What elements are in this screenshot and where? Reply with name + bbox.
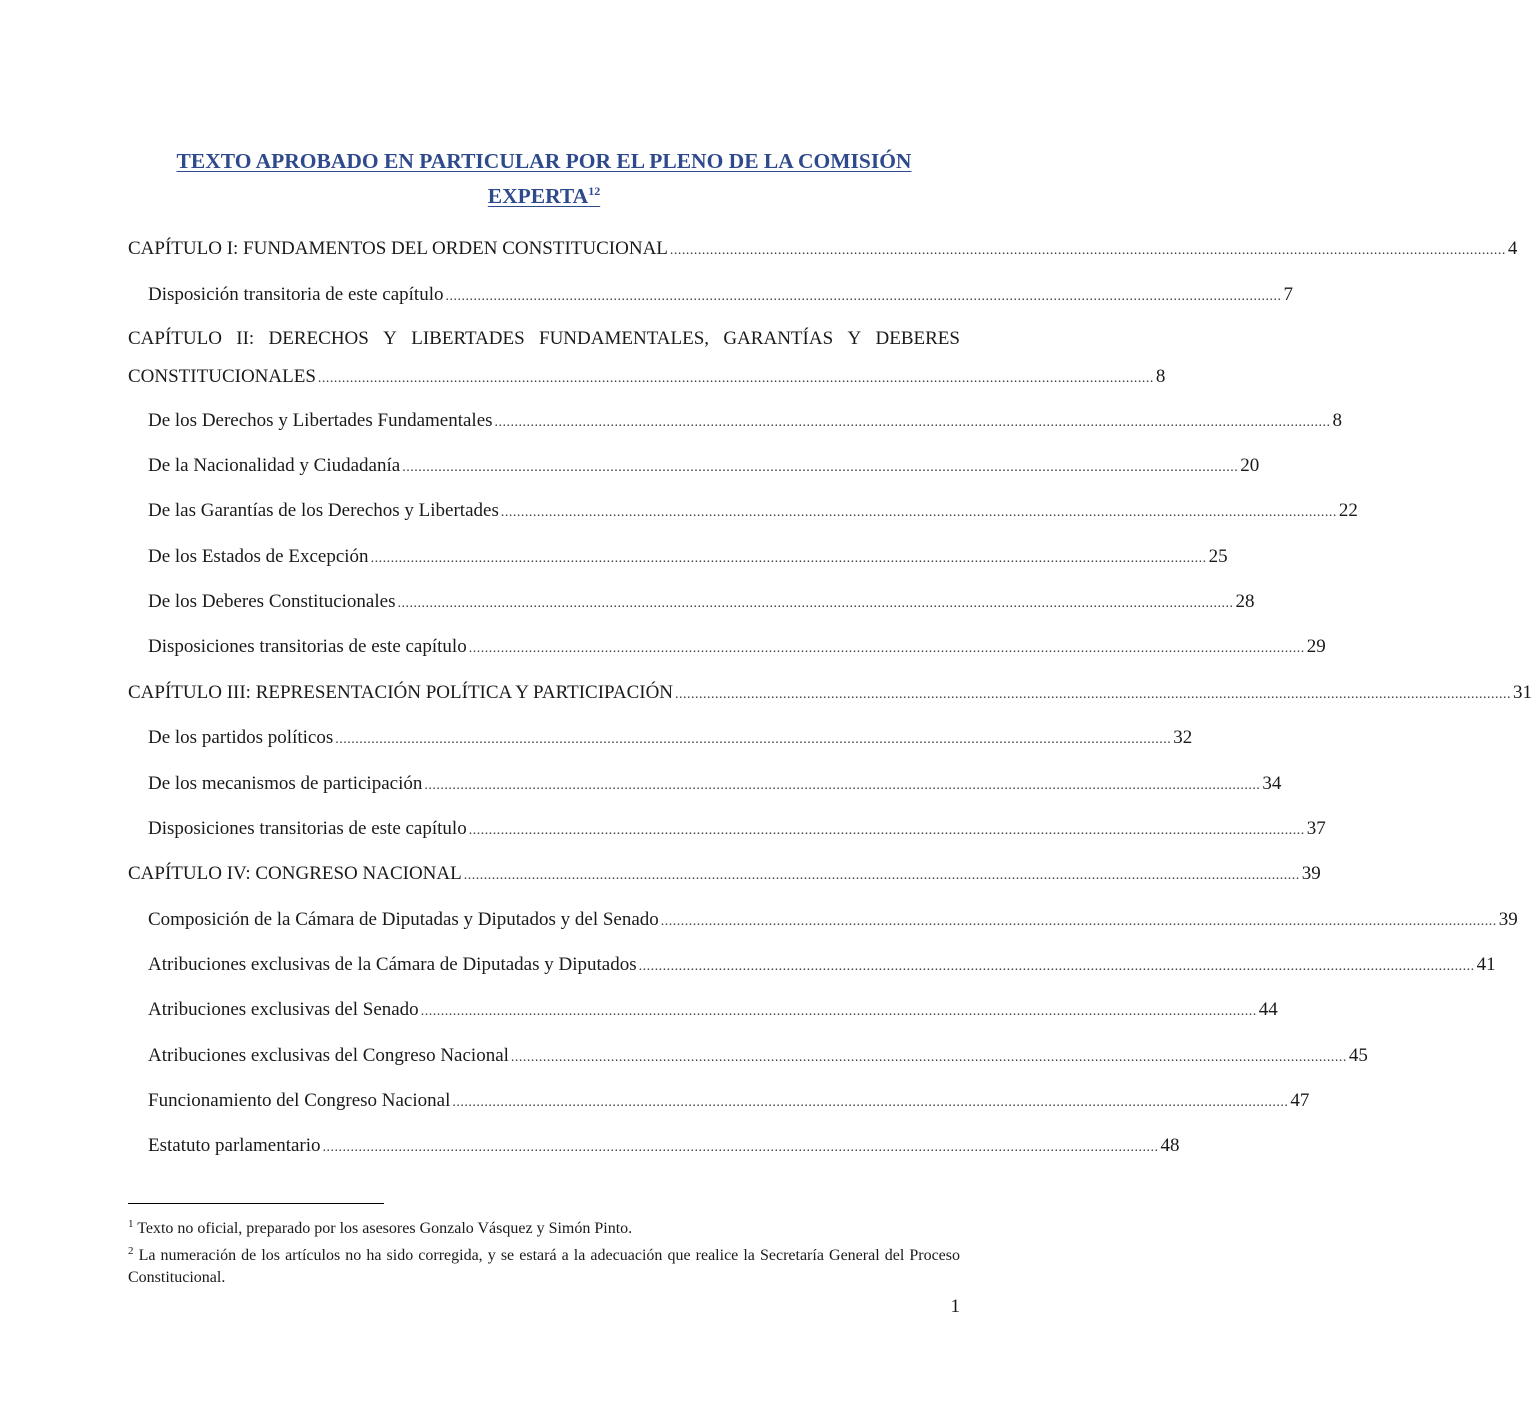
toc-word: GARANTÍAS	[723, 328, 834, 349]
toc-leader: .................................................................................................................................................................................................................	[322, 1140, 1159, 1155]
footnote-1	[128, 1213, 960, 1240]
toc-word: DERECHOS	[268, 328, 369, 349]
toc-leader: .................................................................................................................................................................................................................	[452, 1095, 1289, 1110]
footnote-mark: 2	[128, 1245, 134, 1257]
toc-entry-garantias[interactable]	[148, 499, 1358, 525]
toc-entry-label: Atribuciones exclusivas de la Cámara de Diputadas y Diputados	[148, 954, 637, 975]
toc-entry-label: Disposiciones transitorias de este capítulo	[148, 636, 467, 657]
toc-entry-page: 20	[1240, 455, 1260, 476]
toc-leader: .................................................................................................................................................................................................................	[397, 596, 1234, 611]
toc-entry-label: De los partidos políticos	[148, 727, 334, 748]
toc-entry-deberes[interactable]	[148, 590, 1255, 616]
toc-entry-page: 41	[1476, 954, 1496, 975]
toc-entry-page: 22	[1338, 500, 1358, 521]
toc-word: LIBERTADES	[411, 328, 525, 349]
page-title	[128, 146, 960, 211]
toc-entry-page: 31	[1513, 682, 1532, 703]
toc-entry-page: 4	[1507, 238, 1518, 259]
toc-word: FUNDAMENTALES,	[539, 328, 710, 349]
toc-leader: .................................................................................................................................................................................................................	[500, 505, 1337, 520]
toc-entry-label: Funcionamiento del Congreso Nacional	[148, 1090, 451, 1111]
toc-entry-page: 39	[1301, 863, 1321, 884]
toc-entry-capitulo-1[interactable]	[128, 237, 1518, 263]
toc-entry-page: 28	[1235, 591, 1255, 612]
toc-entry-disposiciones-transitorias-3[interactable]	[148, 817, 1326, 843]
toc-word: DEBERES	[875, 328, 960, 349]
toc-entry-label: De los Estados de Excepción	[148, 546, 369, 567]
toc-word: CAPÍTULO	[128, 328, 222, 349]
toc-entry-capitulo-3[interactable]	[128, 681, 1532, 707]
toc-entry-derechos-libertades[interactable]	[148, 409, 1343, 435]
toc-entry-page: 45	[1348, 1045, 1368, 1066]
title-line-1: TEXTO APROBADO EN PARTICULAR POR EL PLENO DE LA COMISIÓN	[176, 149, 912, 173]
toc-word: II:	[236, 328, 255, 349]
toc-entry-capitulo-4[interactable]	[128, 862, 1321, 888]
toc-entry-composicion-camara[interactable]	[148, 908, 1518, 934]
toc-entry-estados-excepcion[interactable]	[148, 545, 1228, 571]
toc-entry-label: Estatuto parlamentario	[148, 1135, 321, 1156]
toc-leader: .................................................................................................................................................................................................................	[317, 371, 1154, 386]
toc-entry-page: 44	[1258, 999, 1278, 1020]
toc-entry-label: Disposiciones transitorias de este capítulo	[148, 818, 467, 839]
toc-entry-label-line-2	[128, 365, 1166, 391]
title-footnote-refs[interactable]: 12	[588, 184, 601, 198]
toc-leader: .................................................................................................................................................................................................................	[420, 1004, 1257, 1019]
toc-entry-page: 34	[1262, 773, 1282, 794]
footnote-mark: 1	[128, 1218, 134, 1230]
footnote-2	[128, 1240, 960, 1289]
toc-entry-page: 39	[1498, 909, 1518, 930]
toc-word: Y	[383, 328, 397, 349]
toc-entry-label: Disposición transitoria de este capítulo	[148, 284, 444, 305]
toc-leader: .................................................................................................................................................................................................................	[660, 914, 1497, 929]
toc-leader: .................................................................................................................................................................................................................	[468, 823, 1305, 838]
toc-entry-page: 47	[1290, 1090, 1310, 1111]
toc-entry-label: CAPÍTULO I: FUNDAMENTOS DEL ORDEN CONSTITUCIONAL	[128, 238, 668, 259]
toc-entry-label: CAPÍTULO IV: CONGRESO NACIONAL	[128, 863, 462, 884]
toc-entry-label: Atribuciones exclusivas del Congreso Nacional	[148, 1045, 509, 1066]
toc-entry-label: De los mecanismos de participación	[148, 773, 423, 794]
toc-entry-mecanismos-participacion[interactable]	[148, 772, 1282, 798]
footnotes	[128, 1213, 960, 1289]
toc-entry-page: 48	[1160, 1135, 1180, 1156]
toc-entry-atribuciones-senado[interactable]	[148, 998, 1278, 1024]
toc-leader: .................................................................................................................................................................................................................	[402, 460, 1239, 475]
toc-entry-label: De la Nacionalidad y Ciudadanía	[148, 455, 401, 476]
toc-entry-funcionamiento-congreso[interactable]	[148, 1089, 1310, 1115]
toc-leader: .................................................................................................................................................................................................................	[638, 959, 1475, 974]
toc-entry-disposicion-transitoria-1[interactable]	[148, 283, 1293, 309]
toc-entry-atribuciones-congreso[interactable]	[148, 1044, 1368, 1070]
toc-entry-label: CONSTITUCIONALES	[128, 366, 316, 387]
footnote-separator	[128, 1203, 384, 1204]
toc-entry-label: Atribuciones exclusivas del Senado	[148, 999, 419, 1020]
toc-entry-capitulo-2[interactable]	[128, 327, 1166, 391]
toc-leader: .................................................................................................................................................................................................................	[669, 243, 1506, 258]
toc-entry-label: De las Garantías de los Derechos y Libertades	[148, 500, 499, 521]
title-line-2-text: EXPERTA	[487, 184, 589, 208]
toc-entry-partidos-politicos[interactable]	[148, 726, 1193, 752]
footnote-text: La numeración de los artículos no ha sido corregida, y se estará a la adecuación que realice la Secretaría General del Proceso Constitucional.	[128, 1247, 961, 1286]
toc-leader: .................................................................................................................................................................................................................	[335, 732, 1172, 747]
toc-entry-page: 7	[1283, 284, 1293, 305]
toc-entry-page: 29	[1306, 636, 1326, 657]
toc-entry-atribuciones-camara[interactable]	[148, 953, 1496, 979]
toc-entry-page: 25	[1208, 546, 1228, 567]
toc-leader: .................................................................................................................................................................................................................	[370, 551, 1207, 566]
page-number: 1	[950, 1296, 960, 1317]
toc-leader: .................................................................................................................................................................................................................	[463, 868, 1300, 883]
toc-leader: .................................................................................................................................................................................................................	[424, 778, 1261, 793]
footnote-text: Texto no oficial, preparado por los asesores Gonzalo Vásquez y Simón Pinto.	[137, 1220, 633, 1237]
toc-leader: .................................................................................................................................................................................................................	[494, 415, 1331, 430]
toc-entry-label: De los Derechos y Libertades Fundamentales	[148, 410, 493, 431]
toc-leader: .................................................................................................................................................................................................................	[445, 289, 1282, 304]
toc-entry-estatuto-parlamentario[interactable]	[148, 1134, 1180, 1160]
toc-entry-page: 8	[1155, 366, 1166, 387]
toc-entry-label: De los Deberes Constitucionales	[148, 591, 396, 612]
toc-leader: .................................................................................................................................................................................................................	[510, 1050, 1347, 1065]
toc-word: Y	[847, 328, 862, 349]
toc-entry-label: Composición de la Cámara de Diputadas y Diputados y del Senado	[148, 909, 659, 930]
toc-entry-nacionalidad[interactable]	[148, 454, 1260, 480]
title-line-2	[128, 176, 960, 211]
toc-entry-page: 8	[1332, 410, 1343, 431]
toc-leader: .................................................................................................................................................................................................................	[675, 687, 1512, 702]
toc-entry-label: CAPÍTULO III: REPRESENTACIÓN POLÍTICA Y PARTICIPACIÓN	[128, 682, 674, 703]
toc-leader: .................................................................................................................................................................................................................	[468, 641, 1305, 656]
toc-entry-page: 32	[1173, 727, 1193, 748]
toc-entry-page: 37	[1306, 818, 1326, 839]
toc-entry-disposiciones-transitorias-2[interactable]	[148, 635, 1326, 661]
toc-entry-label-line-1	[128, 327, 960, 351]
